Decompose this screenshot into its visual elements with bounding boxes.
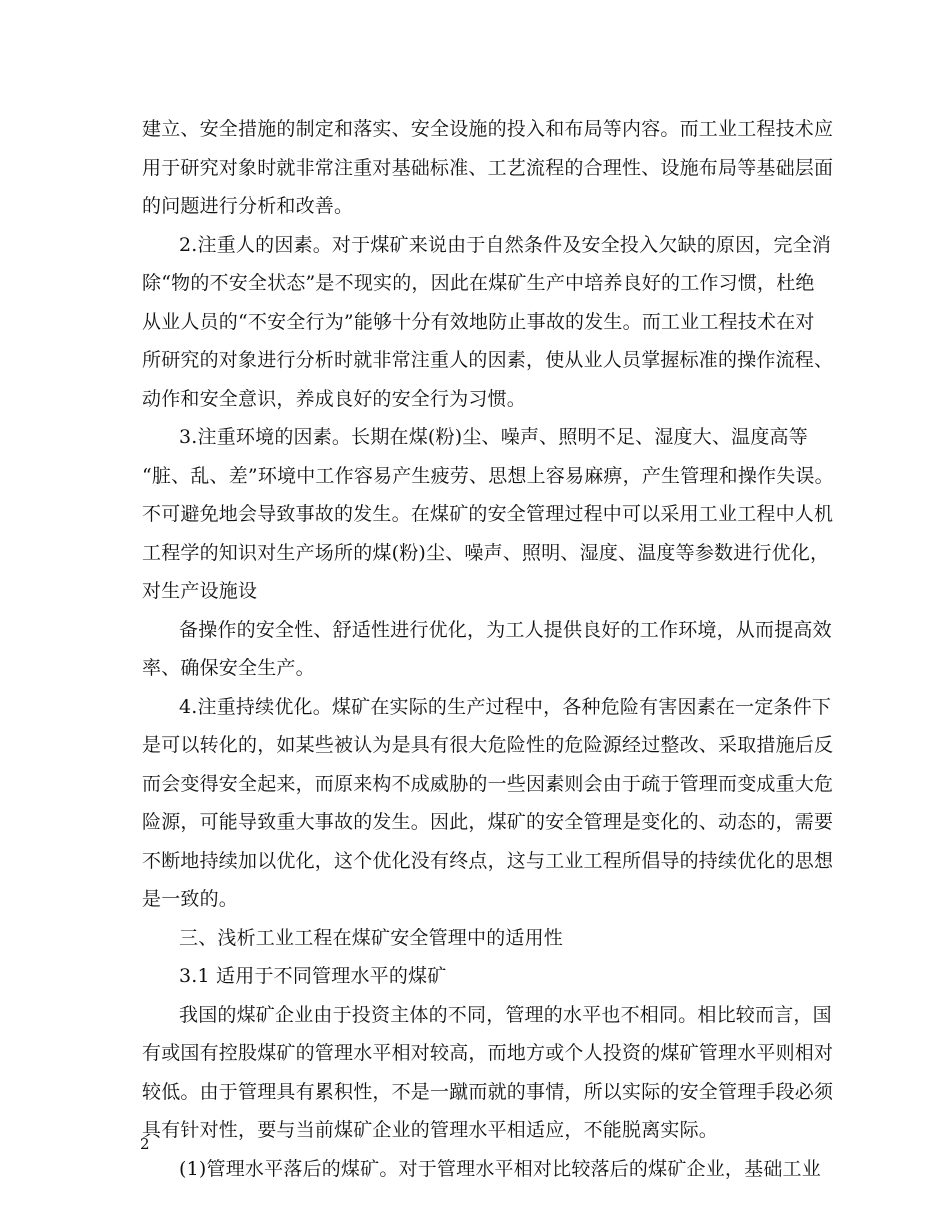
- text-line: 工程学的知识对生产场所的煤(粉)尘、噪声、照明、湿度、温度等参数进行优化，: [142, 542, 830, 564]
- text-line: 险源，可能导致重大事故的发生。因此，煤矿的安全管理是变化的、动态的，需要: [142, 811, 834, 833]
- text-line: 较低。由于管理具有累积性，不是一蹴而就的事情，所以实际的安全管理手段必须: [142, 1081, 834, 1103]
- text-line: 是一致的。: [142, 888, 239, 910]
- subsection-heading: 3.1 适用于不同管理水平的煤矿: [179, 965, 447, 987]
- text-line: 建立、安全措施的制定和落实、安全设施的投入和布局等内容。而工业工程技术应: [142, 118, 834, 140]
- text-line: 2.注重人的因素。对于煤矿来说由于自然条件及安全投入欠缺的原因，完全消: [179, 234, 832, 256]
- text-line: 具有针对性，要与当前煤矿企业的管理水平相适应，不能脱离实际。: [142, 1119, 719, 1141]
- text-line: 3.注重环境的因素。长期在煤(粉)尘、噪声、照明不足、湿度大、温度高等: [179, 426, 808, 448]
- page-number: 2: [140, 1135, 150, 1153]
- text-line: 的问题进行分析和改善。: [142, 195, 354, 217]
- text-line: 动作和安全意识，养成良好的安全行为习惯。: [142, 388, 527, 410]
- text-line: “脏、乱、差”环境中工作容易产生疲劳、思想上容易麻痹，产生管理和操作失误。: [142, 465, 834, 487]
- text-line: 有或国有控股煤矿的管理水平相对较高，而地方或个人投资的煤矿管理水平则相对: [142, 1042, 834, 1064]
- text-line: 不断地持续加以优化，这个优化没有终点，这与工业工程所倡导的持续优化的思想: [142, 850, 834, 872]
- text-line: 是可以转化的，如某些被认为是具有很大危险性的危险源经过整改、采取措施后反: [142, 734, 834, 756]
- text-line: 4.注重持续优化。煤矿在实际的生产过程中，各种危险有害因素在一定条件下: [179, 696, 832, 718]
- text-line: 用于研究对象时就非常注重对基础标准、工艺流程的合理性、设施布局等基础层面: [142, 157, 834, 179]
- text-line: (1)管理水平落后的煤矿。对于管理水平相对比较落后的煤矿企业，基础工业: [179, 1158, 821, 1180]
- text-line: 不可避免地会导致事故的发生。在煤矿的安全管理过程中可以采用工业工程中人机: [142, 503, 834, 525]
- text-line: 我国的煤矿企业由于投资主体的不同，管理的水平也不相同。相比较而言，国: [179, 1004, 832, 1026]
- text-line: 所研究的对象进行分析时就非常注重人的因素，使从业人员掌握标准的操作流程、: [142, 349, 834, 371]
- text-line: 对生产设施设: [142, 580, 258, 602]
- text-line: 备操作的安全性、舒适性进行优化，为工人提供良好的工作环境，从而提高效: [179, 619, 832, 641]
- section-heading: 三、浅析工业工程在煤矿安全管理中的适用性: [179, 927, 564, 949]
- text-line: 从业人员的“不安全行为”能够十分有效地防止事故的发生。而工业工程技术在对: [142, 311, 815, 333]
- text-line: 而会变得安全起来，而原来构不成威胁的一些因素则会由于疏于管理而变成重大危: [142, 773, 834, 795]
- text-line: 除“物的不安全状态”是不现实的，因此在煤矿生产中培养良好的工作习惯，杜绝: [142, 272, 815, 294]
- text-line: 率、确保安全生产。: [142, 657, 315, 679]
